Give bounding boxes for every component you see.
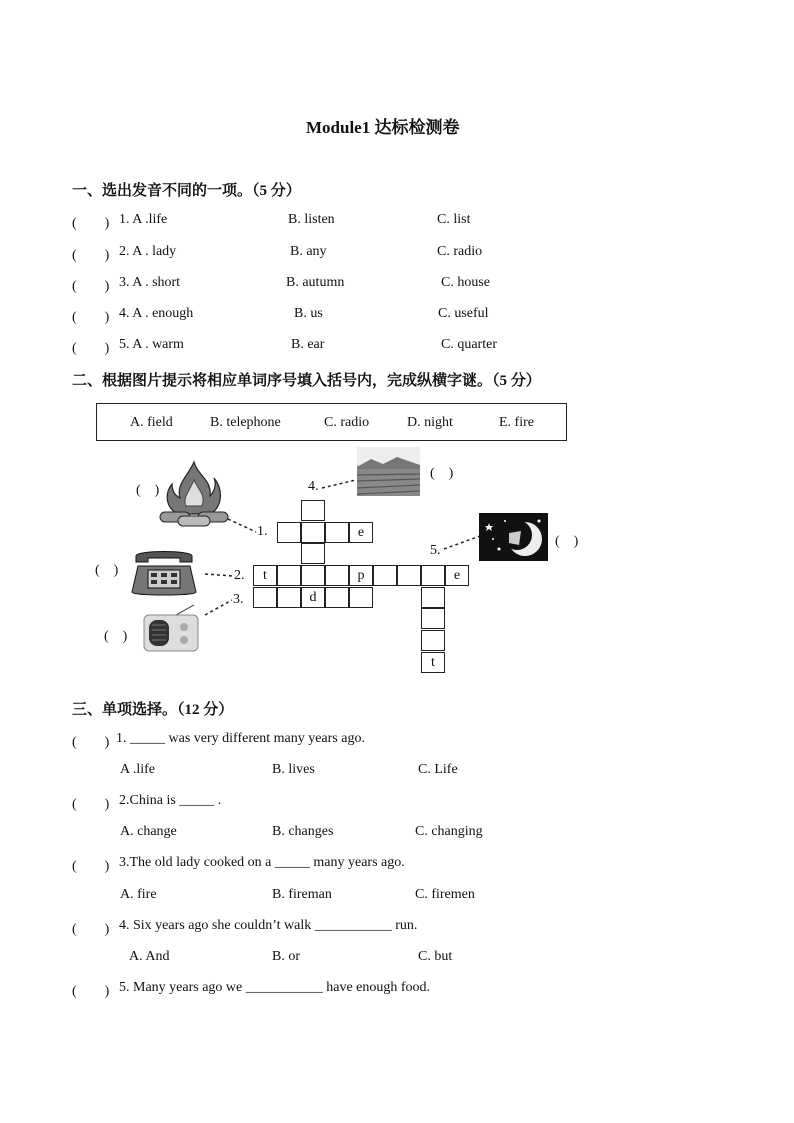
- word-bank-item: D. night: [407, 415, 453, 430]
- answer-paren[interactable]: ( ): [72, 735, 110, 750]
- word-bank-item: B. telephone: [210, 415, 281, 430]
- crossword-cell[interactable]: [325, 522, 349, 543]
- crossword-cell[interactable]: [301, 500, 325, 521]
- crossword-cell[interactable]: e: [349, 522, 373, 543]
- option-b: B. ear: [291, 337, 325, 352]
- clue-number: 1.: [257, 524, 268, 539]
- clue-number: 4.: [308, 479, 319, 494]
- crossword-cell[interactable]: [421, 565, 445, 586]
- question-stem: 4. Six years ago she couldn’t walk ___________ run.: [119, 918, 418, 933]
- answer-paren[interactable]: ( ): [72, 984, 110, 999]
- night-picture: [479, 513, 548, 561]
- question-stem: 3. A . short: [119, 275, 181, 290]
- question-stem: 1. _____ was very different many years ago.: [116, 731, 365, 746]
- fire-picture: [158, 458, 230, 530]
- answer-paren-field[interactable]: ( ): [430, 466, 454, 481]
- option-c: C. house: [441, 275, 490, 290]
- crossword-cell[interactable]: p: [349, 565, 373, 586]
- page-title: Module1 达标检测卷: [306, 118, 460, 137]
- option-c: C. Life: [418, 762, 458, 777]
- section2-heading: 二、根据图片提示将相应单词序号填入括号内，完成纵横字谜。（5 分）: [72, 373, 541, 389]
- answer-paren[interactable]: ( ): [72, 279, 110, 294]
- section1-heading: 一、选出发音不同的一项。（5 分）: [72, 183, 301, 199]
- crossword-cell[interactable]: [397, 565, 421, 586]
- option-b: B. or: [272, 949, 300, 964]
- option-c: C. changing: [415, 824, 483, 839]
- option-a: A. And: [129, 949, 170, 964]
- clue-number: 2.: [234, 568, 245, 583]
- option-c: C. list: [437, 212, 471, 227]
- answer-paren[interactable]: ( ): [72, 310, 110, 325]
- option-b: B. changes: [272, 824, 334, 839]
- answer-paren-fire[interactable]: ( ): [136, 483, 160, 498]
- option-a: A. change: [120, 824, 177, 839]
- answer-paren[interactable]: ( ): [72, 341, 110, 356]
- telephone-picture: [128, 548, 200, 598]
- crossword-cell[interactable]: [325, 565, 349, 586]
- answer-paren[interactable]: ( ): [72, 859, 110, 874]
- option-b: B. fireman: [272, 887, 332, 902]
- answer-paren-night[interactable]: ( ): [555, 534, 579, 549]
- option-a: A .life: [120, 762, 155, 777]
- option-a: A. fire: [120, 887, 157, 902]
- word-bank-item: A. field: [130, 415, 173, 430]
- crossword-cell[interactable]: [373, 565, 397, 586]
- option-b: B. listen: [288, 212, 335, 227]
- crossword-cell[interactable]: [301, 522, 325, 543]
- crossword-cell[interactable]: [349, 587, 373, 608]
- crossword-cell[interactable]: [325, 587, 349, 608]
- field-picture: [357, 447, 420, 496]
- crossword-cell[interactable]: [277, 522, 301, 543]
- clue-number: 3.: [233, 592, 244, 607]
- crossword-cell[interactable]: [277, 565, 301, 586]
- option-c: C. quarter: [441, 337, 497, 352]
- question-stem: 1. A .life: [119, 212, 168, 227]
- answer-paren[interactable]: ( ): [72, 922, 110, 937]
- crossword-cell[interactable]: [421, 587, 445, 608]
- answer-paren[interactable]: ( ): [72, 216, 110, 231]
- crossword-cell[interactable]: e: [445, 565, 469, 586]
- question-stem: 2.China is _____ .: [119, 793, 222, 808]
- crossword-cell[interactable]: [301, 543, 325, 564]
- question-stem: 5. A . warm: [119, 337, 184, 352]
- crossword-cell[interactable]: d: [301, 587, 325, 608]
- section3-heading: 三、单项选择。（12 分）: [72, 702, 234, 718]
- question-stem: 2. A . lady: [119, 244, 177, 259]
- word-bank-item: C. radio: [324, 415, 370, 430]
- option-b: B. us: [294, 306, 323, 321]
- question-stem: 5. Many years ago we ___________ have enough food.: [119, 980, 431, 995]
- option-b: B. any: [290, 244, 327, 259]
- crossword-cell[interactable]: [421, 608, 445, 629]
- crossword-cell[interactable]: [301, 565, 325, 586]
- question-stem: 3.The old lady cooked on a _____ many years ago.: [119, 855, 405, 870]
- crossword-cell[interactable]: [253, 587, 277, 608]
- option-c: C. useful: [438, 306, 489, 321]
- option-b: B. autumn: [286, 275, 345, 290]
- option-c: C. firemen: [415, 887, 475, 902]
- option-c: C. but: [418, 949, 453, 964]
- crossword-cell[interactable]: t: [253, 565, 277, 586]
- answer-paren[interactable]: ( ): [72, 248, 110, 263]
- answer-paren-radio[interactable]: ( ): [104, 629, 128, 644]
- radio-picture: [142, 603, 202, 653]
- crossword-cell[interactable]: t: [421, 652, 445, 673]
- answer-paren[interactable]: ( ): [72, 797, 110, 812]
- answer-paren-telephone[interactable]: ( ): [95, 563, 119, 578]
- crossword-cell[interactable]: [421, 630, 445, 651]
- clue-number: 5.: [430, 543, 441, 558]
- option-b: B. lives: [272, 762, 315, 777]
- word-bank-item: E. fire: [499, 415, 534, 430]
- crossword-cell[interactable]: [277, 587, 301, 608]
- question-stem: 4. A . enough: [119, 306, 194, 321]
- option-c: C. radio: [437, 244, 483, 259]
